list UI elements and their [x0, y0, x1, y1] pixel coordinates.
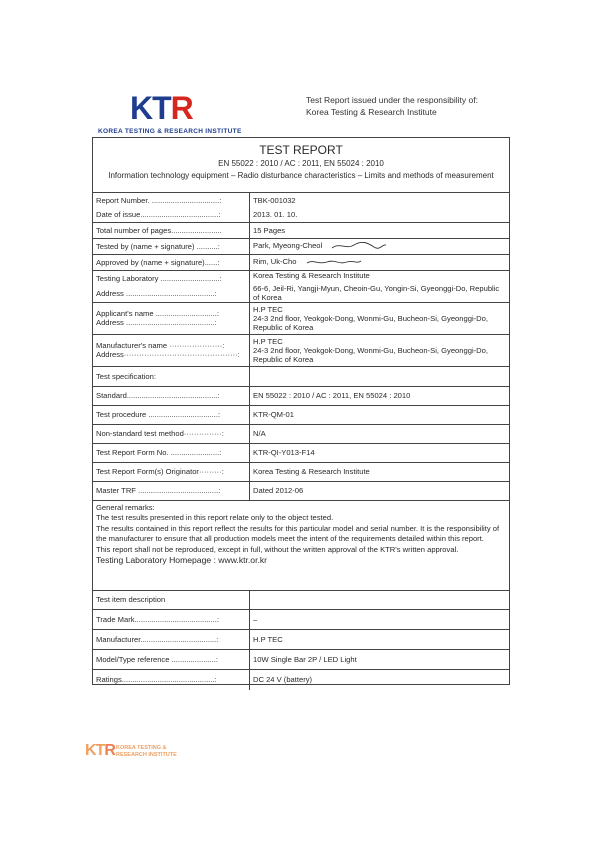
general-remarks [93, 501, 509, 591]
report-description: Information technology equipment – Radio disturbance characteristics – Limits and methods of measurement [108, 171, 494, 180]
trade-mark-label: Trade Mark.......................................: [93, 610, 250, 630]
test-report-box [92, 137, 510, 685]
tested-by-value: Park, Myeong-Cheol [253, 241, 323, 250]
lab-address-label: Address ..........................................: [96, 289, 217, 298]
report-number-date-row [93, 193, 509, 222]
date-of-issue-value: 2013. 01. 10. [253, 209, 298, 219]
non-standard-value: N/A [250, 424, 510, 443]
remarks-line-1: The test results presented in this report relate only to the object tested. [96, 513, 334, 522]
footer-logo-subtitle: KOREA TESTING & RESEARCH INSTITUTE [116, 745, 177, 758]
manufacturer-address-value: 24-3 2nd floor, Yeokgok-Dong, Wonmi-Gu, Bucheon-Si, Gyeonggi-Do, Republic of Korea [253, 345, 488, 364]
responsibility-line-2: Korea Testing & Research Institute [306, 107, 437, 117]
trf-number-value: KTR-QI-Y013-F14 [250, 443, 510, 462]
test-procedure-value: KTR-QM-01 [250, 405, 510, 424]
signature-icon [305, 257, 363, 267]
total-pages-row [93, 222, 509, 238]
item-manufacturer-row [93, 630, 509, 650]
applicant-name-label: Applicant's name .............................: [96, 309, 219, 318]
testing-lab-label: Testing Laboratory ............................: [96, 274, 222, 283]
standard-row [93, 386, 509, 405]
applicant-row [93, 302, 509, 334]
tested-by-label: Tested by (name + signature) ..........: [93, 238, 250, 254]
logo-subtitle: KOREA TESTING & RESEARCH INSTITUTE [98, 128, 242, 135]
trf-number-label: Test Report Form No. .......................: [93, 443, 250, 462]
applicant-address-label: Address ..........................................: [96, 318, 217, 327]
ktr-logo [98, 90, 242, 140]
test-item-heading: Test item description [93, 591, 250, 610]
master-trf-label: Master TRF ......................................: [93, 481, 250, 500]
report-fields-table [93, 193, 509, 501]
remarks-line-2: The results contained in this report reflect the results for this particular model and serial number. It is the responsibility of the manufacturer to ensure that all production models meet the intent of the requirements detailed within this report. [96, 523, 500, 543]
report-number-value: TBK-001032 [253, 195, 296, 205]
responsibility-note [306, 94, 478, 118]
manufacturer-name-label: Manufacturer's name ·····················: [96, 341, 225, 350]
total-pages-label: Total number of pages........................ [93, 222, 250, 238]
manufacturer-row [93, 334, 509, 366]
logo-wordmark: KTR [130, 90, 193, 126]
footer-logo-wordmark: KTR [85, 742, 115, 759]
ratings-value: DC 24 V (battery) [253, 675, 313, 685]
total-pages-value: 15 Pages [250, 222, 510, 238]
test-spec-row [93, 366, 509, 386]
test-item-table [93, 591, 509, 690]
date-of-issue-label: Date of issue.....................................: [96, 209, 221, 219]
trf-originator-row [93, 462, 509, 481]
non-standard-label: Non-standard test method···············: [93, 424, 250, 443]
item-manufacturer-value: H.P TEC [250, 630, 510, 650]
test-procedure-row [93, 405, 509, 424]
responsibility-line-1: Test Report issued under the responsibility of: [306, 95, 478, 105]
trade-mark-row [93, 610, 509, 630]
approved-by-value: Rim, Uk-Cho [253, 257, 297, 266]
manufacturer-name-value: H.P TEC [253, 336, 283, 346]
lab-address-value: 66-6, Jeil-Ri, Yangji-Myun, Cheoin-Gu, Yongin-Si, Gyeonggi-Do, Republic of Korea [253, 283, 500, 302]
report-title: TEST REPORT [259, 143, 343, 157]
test-procedure-label: Test procedure .................................: [93, 405, 250, 424]
manufacturer-address-label: Address·············································: [96, 350, 240, 359]
report-number-label: Report Number. ................................: [96, 195, 222, 205]
testing-lab-row [93, 270, 509, 302]
non-standard-row [93, 424, 509, 443]
tested-by-row [93, 238, 509, 254]
trf-originator-label: Test Report Form(s) Originator·········: [93, 462, 250, 481]
footer-ktr-logo [85, 742, 205, 764]
master-trf-row [93, 481, 509, 500]
testing-lab-value: Korea Testing & Research Institute [253, 270, 370, 280]
remarks-homepage: Testing Laboratory Homepage : www.ktr.or.kr [96, 555, 267, 565]
applicant-address-value: 24-3 2nd floor, Yeokgok-Dong, Wonmi-Gu, Bucheon-Si, Gyeonggi-Do, Republic of Korea [253, 313, 488, 332]
report-standards: EN 55022 : 2010 / AC : 2011, EN 55024 : 2010 [218, 159, 384, 168]
applicant-name-value: H.P TEC [253, 304, 283, 314]
test-spec-value [250, 366, 510, 386]
approved-by-row [93, 254, 509, 270]
remarks-line-3: This report shall not be reproduced, except in full, without the written approval of the KTR's written approval. [96, 544, 459, 554]
test-spec-label: Test specification: [93, 366, 250, 386]
signature-icon [330, 241, 388, 251]
approved-by-label: Approved by (name + signature)......: [93, 254, 250, 270]
trf-number-row [93, 443, 509, 462]
item-manufacturer-label: Manufacturer....................................: [93, 630, 250, 650]
model-value: 10W Single Bar 2P / LED Light [250, 650, 510, 670]
standard-label: Standard...........................................: [93, 386, 250, 405]
test-item-heading-row [93, 591, 509, 610]
standard-value: EN 55022 : 2010 / AC : 2011, EN 55024 : 2010 [250, 386, 510, 405]
trf-originator-value: Korea Testing & Research Institute [250, 462, 510, 481]
model-row [93, 650, 509, 670]
report-title-block [93, 143, 509, 193]
remarks-heading: General remarks: [96, 502, 155, 512]
trade-mark-value: – [250, 610, 510, 630]
ratings-label: Ratings............................................: [93, 670, 250, 690]
master-trf-value: Dated 2012-06 [250, 481, 510, 500]
model-label: Model/Type reference .....................: [93, 650, 250, 670]
ratings-row [93, 670, 509, 690]
